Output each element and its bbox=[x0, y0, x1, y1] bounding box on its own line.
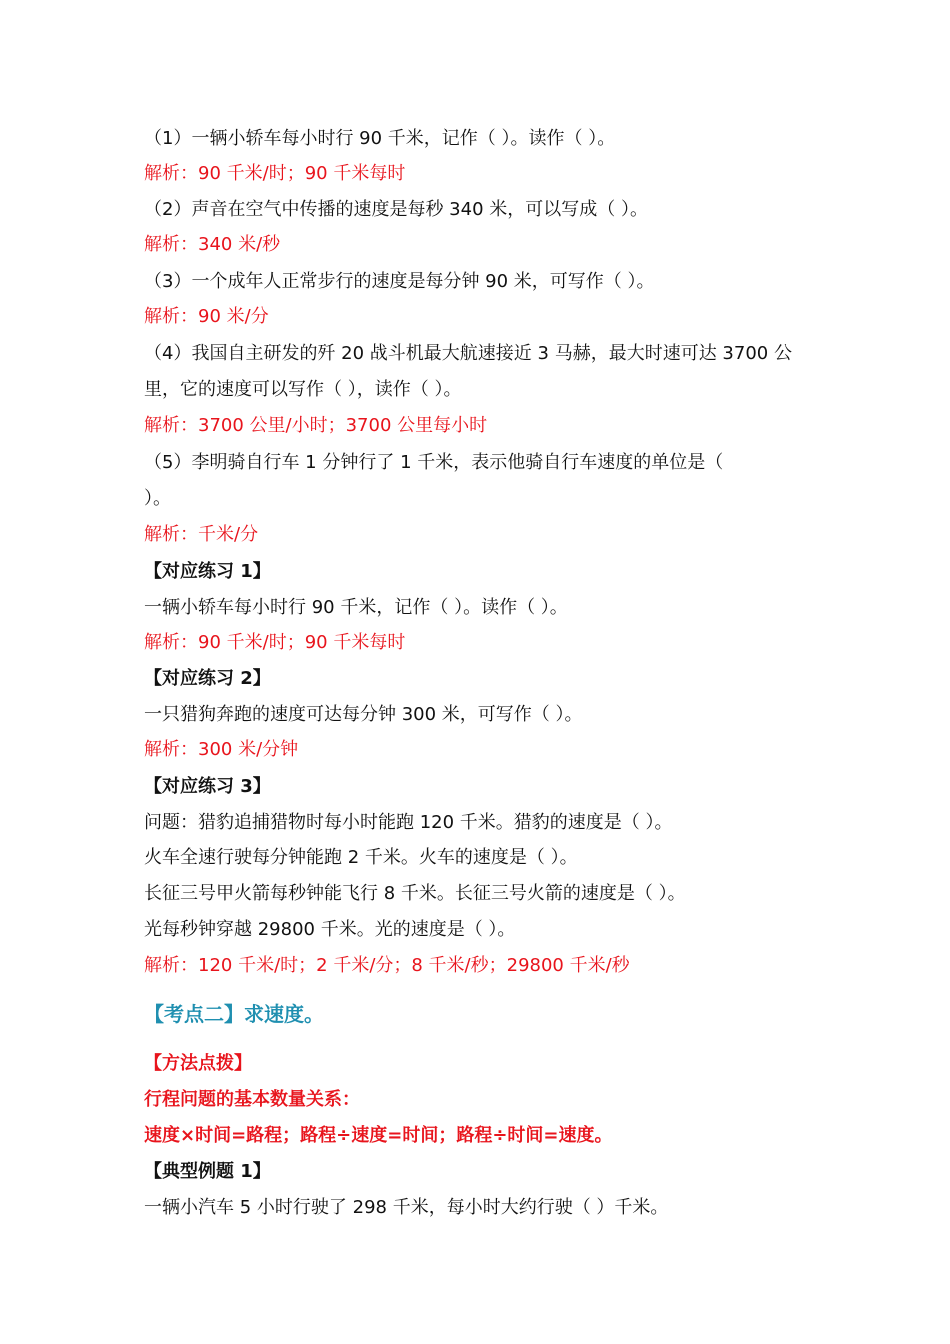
practice-1-question: 一辆小轿车每小时行 90 千米，记作（ ）。读作（ ）。 bbox=[144, 597, 568, 618]
method-intro: 行程问题的基本数量关系： bbox=[144, 1089, 360, 1110]
practice-1-heading: 【对应练习 1】 bbox=[144, 561, 271, 582]
practice-2-heading: 【对应练习 2】 bbox=[144, 668, 271, 689]
practice-3-question-3: 长征三号甲火箭每秒钟能飞行 8 千米。长征三号火箭的速度是（ ）。 bbox=[144, 883, 686, 904]
practice-3-question-2: 火车全速行驶每分钟能跑 2 千米。火车的速度是（ ）。 bbox=[144, 847, 578, 868]
question-4-line-2: 里，它的速度可以写作（ ），读作（ ）。 bbox=[144, 379, 462, 400]
section-heading: 【考点二】求速度。 bbox=[144, 1002, 324, 1026]
method-heading: 【方法点拨】 bbox=[144, 1053, 252, 1074]
example-1-heading: 【典型例题 1】 bbox=[144, 1161, 271, 1182]
practice-3-answer: 解析：120 千米/时；2 千米/分；8 千米/秒；29800 千米/秒 bbox=[144, 955, 630, 976]
practice-1-answer: 解析：90 千米/时；90 千米每时 bbox=[144, 632, 406, 653]
practice-3-question-1: 问题：猎豹追捕猎物时每小时能跑 120 千米。猎豹的速度是（ ）。 bbox=[144, 812, 673, 833]
question-3: （3）一个成年人正常步行的速度是每分钟 90 米，可写作（ ）。 bbox=[144, 271, 655, 292]
answer-3: 解析：90 米/分 bbox=[144, 306, 269, 327]
answer-5: 解析：千米/分 bbox=[144, 524, 259, 545]
practice-2-answer: 解析：300 米/分钟 bbox=[144, 739, 299, 760]
question-5-line-1: （5）李明骑自行车 1 分钟行了 1 千米，表示他骑自行车速度的单位是（ bbox=[144, 452, 724, 473]
practice-3-heading: 【对应练习 3】 bbox=[144, 776, 271, 797]
question-2: （2）声音在空气中传播的速度是每秒 340 米，可以写成（ ）。 bbox=[144, 199, 648, 220]
practice-3-question-4: 光每秒钟穿越 29800 千米。光的速度是（ ）。 bbox=[144, 919, 516, 940]
answer-4: 解析：3700 公里/小时；3700 公里每小时 bbox=[144, 415, 488, 436]
example-1-question: 一辆小汽车 5 小时行驶了 298 千米，每小时大约行驶（ ）千米。 bbox=[144, 1197, 669, 1218]
question-1: （1）一辆小轿车每小时行 90 千米，记作（ ）。读作（ ）。 bbox=[144, 128, 616, 149]
question-4-line-1: （4）我国自主研发的歼 20 战斗机最大航速接近 3 马赫，最大时速可达 3700 公 bbox=[144, 343, 792, 364]
practice-2-question: 一只猎狗奔跑的速度可达每分钟 300 米，可写作（ ）。 bbox=[144, 704, 583, 725]
question-5-line-2: ）。 bbox=[144, 488, 171, 509]
answer-1: 解析：90 千米/时；90 千米每时 bbox=[144, 163, 406, 184]
method-formula: 速度×时间=路程；路程÷速度=时间；路程÷时间=速度。 bbox=[144, 1125, 613, 1146]
answer-2: 解析：340 米/秒 bbox=[144, 234, 281, 255]
